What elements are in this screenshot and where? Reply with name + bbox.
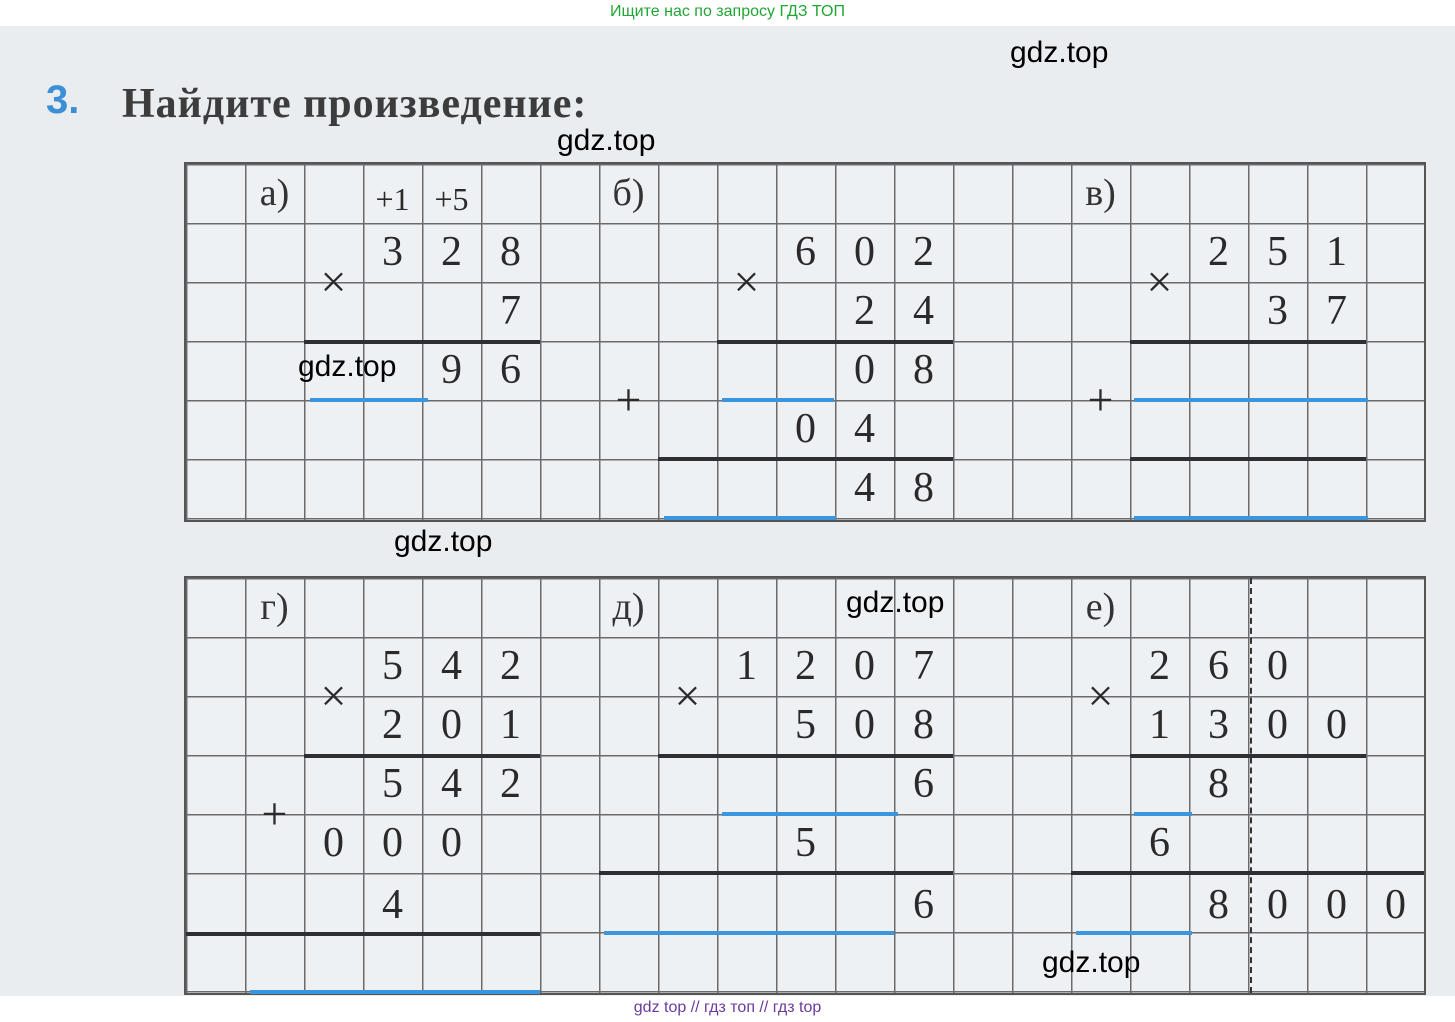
answer-blank-e2 — [1076, 931, 1192, 935]
digit: 0 — [1326, 702, 1347, 748]
label-d: д) — [612, 586, 645, 628]
digit: 0 — [382, 820, 403, 866]
answer-blank-v1 — [1134, 398, 1368, 402]
digit: 0 — [854, 229, 875, 275]
sum-line-v — [1130, 457, 1366, 461]
digit: 8 — [1208, 882, 1229, 928]
multiply-sign-e: × — [1087, 670, 1114, 721]
digit: 2 — [382, 702, 403, 748]
digit: 5 — [382, 643, 403, 689]
digit: 0 — [1326, 882, 1347, 928]
digit: 2 — [1149, 643, 1170, 689]
label-b: б) — [612, 172, 645, 214]
upper-grid — [184, 162, 1426, 522]
task-title: Найдите произведение: — [122, 81, 588, 127]
digit: 6 — [500, 347, 521, 393]
digit: 0 — [854, 643, 875, 689]
textbook-page — [0, 26, 1455, 996]
digit: 5 — [1267, 229, 1288, 275]
top-banner: Ищите нас по запросу ГДЗ ТОП — [610, 3, 845, 20]
bottom-banner: gdz top // гдз топ // гдз top — [633, 999, 822, 1016]
digit: 0 — [441, 820, 462, 866]
digit: 6 — [913, 761, 934, 807]
result-line-v — [1130, 340, 1366, 344]
plus-sign-v: + — [1087, 374, 1114, 425]
multiply-sign-d: × — [674, 670, 701, 721]
digit: 6 — [913, 882, 934, 928]
digit: 8 — [913, 702, 934, 748]
digit: 4 — [441, 643, 462, 689]
answer-blank-d2 — [604, 931, 894, 935]
multiply-sign-v: × — [1146, 256, 1173, 307]
digit: 8 — [500, 229, 521, 275]
digit: 1 — [736, 643, 757, 689]
digit: 1 — [1326, 229, 1347, 275]
digit: 5 — [795, 820, 816, 866]
digit: 6 — [1208, 643, 1229, 689]
digit: 0 — [1385, 882, 1406, 928]
digit: 7 — [500, 288, 521, 334]
digit: 0 — [323, 820, 344, 866]
digit: 5 — [382, 761, 403, 807]
watermark: gdz.top — [1010, 36, 1109, 69]
digit: 2 — [795, 643, 816, 689]
digit: 0 — [1267, 702, 1288, 748]
digit: 4 — [854, 406, 875, 452]
digit: 0 — [854, 702, 875, 748]
label-a: а) — [259, 172, 290, 214]
digit: 5 — [795, 702, 816, 748]
multiply-sign-a: × — [320, 256, 347, 307]
digit: 0 — [854, 347, 875, 393]
digit: 8 — [913, 347, 934, 393]
label-g: г) — [260, 586, 289, 628]
lower-grid — [184, 576, 1426, 995]
digit: 1 — [1149, 702, 1170, 748]
digit: 0 — [795, 406, 816, 452]
answer-blank-a — [310, 398, 428, 402]
digit: 2 — [913, 229, 934, 275]
digit: 0 — [1267, 643, 1288, 689]
hint-plus1: +1 — [375, 181, 410, 217]
digit: 2 — [854, 288, 875, 334]
answer-blank-g — [250, 990, 540, 994]
answer-blank-b2 — [664, 516, 836, 520]
watermark: gdz.top — [557, 124, 656, 157]
digit: 1 — [500, 702, 521, 748]
digit: 3 — [1267, 288, 1288, 334]
digit: 6 — [1149, 820, 1170, 866]
task-number: 3. — [46, 78, 80, 122]
digit: 2 — [500, 761, 521, 807]
digit: 2 — [441, 229, 462, 275]
digit: 2 — [500, 643, 521, 689]
plus-sign-g: + — [261, 788, 288, 839]
watermark: gdz.top — [846, 586, 945, 619]
watermark: gdz.top — [1042, 946, 1141, 979]
result-line-e — [1130, 754, 1366, 758]
watermark: gdz.top — [298, 350, 397, 383]
digit: 3 — [1208, 702, 1229, 748]
digit: 7 — [1326, 288, 1347, 334]
multiply-sign-b: × — [733, 256, 760, 307]
digit: 0 — [1267, 882, 1288, 928]
answer-blank-v2 — [1134, 516, 1368, 520]
digit: 8 — [913, 465, 934, 511]
digit: 4 — [441, 761, 462, 807]
watermark: gdz.top — [394, 525, 493, 558]
sum-line-d — [599, 871, 953, 875]
multiply-sign-g: × — [320, 670, 347, 721]
hint-plus5: +5 — [434, 181, 469, 217]
label-v: в) — [1085, 172, 1116, 214]
digit: 4 — [382, 882, 403, 928]
digit: 2 — [1208, 229, 1229, 275]
label-e: е) — [1085, 586, 1116, 628]
digit: 6 — [795, 229, 816, 275]
digit: 4 — [854, 465, 875, 511]
digit: 7 — [913, 643, 934, 689]
digit: 4 — [913, 288, 934, 334]
digit: 0 — [441, 702, 462, 748]
digit: 8 — [1208, 761, 1229, 807]
digit: 3 — [382, 229, 403, 275]
sum-line-e — [1071, 871, 1424, 875]
digit: 9 — [441, 347, 462, 393]
sum-line-g — [186, 932, 540, 936]
plus-sign-b: + — [615, 374, 642, 425]
